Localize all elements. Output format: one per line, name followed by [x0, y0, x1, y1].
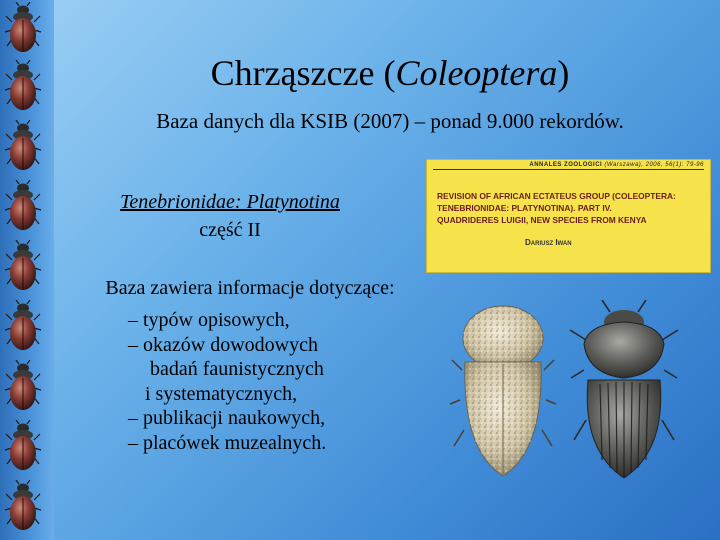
beetle-icon [4, 360, 42, 412]
publication-image [427, 160, 710, 272]
beetle-icon [4, 300, 42, 352]
journal-header [529, 162, 704, 168]
list-item: – placówek muzealnych. [128, 431, 327, 454]
title-close: ) [557, 53, 570, 93]
title-text: Chrząszcze ( [210, 53, 396, 93]
paper-author: Dariusz Iwan [525, 238, 572, 247]
beetle-icon [4, 120, 42, 172]
slide-title [60, 52, 720, 94]
paper-title-line: TENEBRIONIDAE: PLATYNOTINA). PART IV. [437, 203, 612, 213]
paper-title-line: QUADRIDERES LUIGII, NEW SPECIES FROM KENYA [437, 215, 647, 225]
list-item: i systematycznych, [145, 382, 298, 405]
journal-info: (Warszawa), 2006, 56(1): 79-96 [604, 162, 704, 168]
beetle-icon [4, 180, 42, 232]
list-item: – publikacji naukowych, [128, 407, 326, 429]
beetle-icon [4, 420, 42, 472]
beetle-icon [4, 240, 42, 292]
list-item: badań faunistycznych [150, 358, 324, 380]
list-item: – okazów dowodowych [128, 333, 318, 356]
beetle-icon [4, 60, 42, 112]
info-list [110, 308, 390, 455]
paper-title [437, 190, 703, 226]
part-label: część II [199, 219, 261, 241]
slide-subtitle: Baza danych dla KSIB (2007) – ponad 9.000 rekordów. [156, 109, 624, 133]
title-latin: Coleoptera [395, 53, 558, 93]
journal-name: ANNALES ZOOLOGICI [529, 162, 603, 168]
family-heading: Tenebrionidae: Platynotina [120, 191, 340, 213]
intro-text: Baza zawiera informacje dotyczące: [105, 277, 395, 299]
beetle-icon [4, 2, 42, 54]
header-rule [433, 169, 704, 170]
list-item: – typów opisowych, [128, 309, 290, 331]
sidebar-beetle-strip [0, 0, 54, 540]
beetle-photo-dark [568, 300, 680, 480]
paper-title-line: REVISION OF AFRICAN ECTATEUS GROUP (COLEOPTERA: [437, 191, 676, 201]
beetle-icon [4, 480, 42, 532]
beetle-photo-light [448, 300, 558, 480]
